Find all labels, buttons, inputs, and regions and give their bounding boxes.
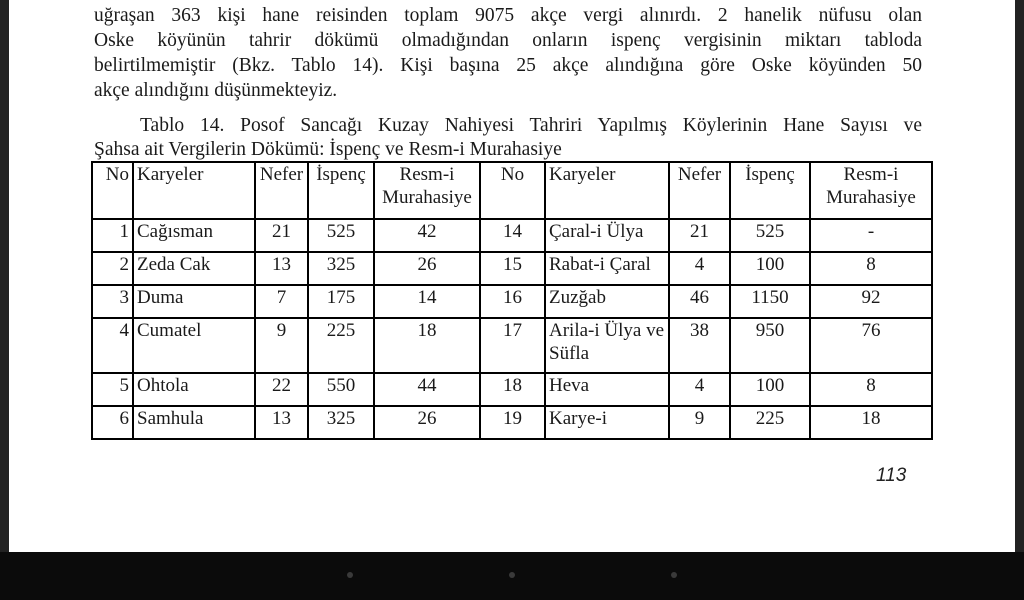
page-number: 113 [876, 465, 907, 486]
navigation-bar [0, 552, 1024, 600]
header-ispenc: İspenç [730, 162, 810, 219]
paragraph-line: belirtilmemiştir (Bkz. Tablo 14). Kişi başına 25 akçe alındığına göre Oske köyünden 50 [94, 55, 922, 76]
cell-nefer: 38 [669, 318, 730, 373]
table-row [92, 406, 932, 439]
table-row [92, 219, 932, 252]
cell-nefer: 4 [669, 252, 730, 285]
cell-no: 5 [92, 373, 133, 406]
table-row [92, 252, 932, 285]
table-caption [94, 114, 922, 162]
cell-ispenc: 550 [308, 373, 374, 406]
cell-nefer: 46 [669, 285, 730, 318]
cell-no: 2 [92, 252, 133, 285]
cell-nefer: 21 [669, 219, 730, 252]
cell-nefer: 9 [255, 318, 308, 373]
cell-resm-i-murahasiye: 18 [810, 406, 932, 439]
cell-no: 6 [92, 406, 133, 439]
header-no: No [92, 162, 133, 219]
header-nefer: Nefer [255, 162, 308, 219]
cell-karyeler: Heva [545, 373, 669, 406]
cell-karyeler: Arila-i Ülya ve Süfla [545, 318, 669, 373]
cell-ispenc: 100 [730, 252, 810, 285]
cell-resm-i-murahasiye: 44 [374, 373, 480, 406]
caption-line: Şahsa ait Vergilerin Dökümü: İspenç ve Resm-i Murahasiye [94, 139, 562, 160]
cell-resm-i-murahasiye: 8 [810, 373, 932, 406]
paragraph-line: Oske köyünün tahrir dökümü olmadığından onların ispenç vergisinin miktarı tabloda [94, 30, 922, 51]
body-paragraph [94, 3, 922, 103]
table-row [92, 318, 932, 373]
paragraph-line: akçe alındığını düşünmekteyiz. [94, 80, 338, 101]
cell-no: 16 [480, 285, 545, 318]
table-header-row [92, 162, 932, 219]
cell-nefer: 21 [255, 219, 308, 252]
cell-resm-i-murahasiye: 14 [374, 285, 480, 318]
header-karyeler: Karyeler [545, 162, 669, 219]
cell-no: 18 [480, 373, 545, 406]
cell-karyeler: Ohtola [133, 373, 255, 406]
header-karyeler: Karyeler [133, 162, 255, 219]
header-ispenc: İspenç [308, 162, 374, 219]
cell-resm-i-murahasiye: 26 [374, 252, 480, 285]
nav-back-dot-icon[interactable] [347, 572, 353, 578]
cell-ispenc: 100 [730, 373, 810, 406]
nav-home-dot-icon[interactable] [509, 572, 515, 578]
cell-ispenc: 950 [730, 318, 810, 373]
cell-nefer: 7 [255, 285, 308, 318]
paragraph-line: uğraşan 363 kişi hane reisinden toplam 9075 akçe vergi alınırdı. 2 hanelik nüfusu olan [94, 5, 922, 26]
header-no: No [480, 162, 545, 219]
cell-nefer: 13 [255, 406, 308, 439]
cell-karyeler: Duma [133, 285, 255, 318]
cell-no: 19 [480, 406, 545, 439]
cell-ispenc: 225 [308, 318, 374, 373]
cell-no: 17 [480, 318, 545, 373]
cell-no: 15 [480, 252, 545, 285]
header-resm-i-murahasiye: Resm-i Murahasiye [374, 162, 480, 219]
cell-karyeler: Zuzğab [545, 285, 669, 318]
cell-karyeler: Zeda Cak [133, 252, 255, 285]
cell-nefer: 4 [669, 373, 730, 406]
cell-resm-i-murahasiye: 42 [374, 219, 480, 252]
table-row [92, 285, 932, 318]
cell-nefer: 22 [255, 373, 308, 406]
caption-line: Tablo 14. Posof Sancağı Kuzay Nahiyesi Tahriri Yapılmış Köylerinin Hane Sayısı ve [140, 115, 922, 136]
cell-no: 3 [92, 285, 133, 318]
cell-resm-i-murahasiye: 92 [810, 285, 932, 318]
cell-karyeler: Samhula [133, 406, 255, 439]
nav-recents-dot-icon[interactable] [671, 572, 677, 578]
cell-karyeler: Cumatel [133, 318, 255, 373]
cell-resm-i-murahasiye: 8 [810, 252, 932, 285]
cell-resm-i-murahasiye: - [810, 219, 932, 252]
cell-no: 1 [92, 219, 133, 252]
cell-ispenc: 325 [308, 252, 374, 285]
cell-ispenc: 225 [730, 406, 810, 439]
cell-karyeler: Karye-i [545, 406, 669, 439]
table-row [92, 373, 932, 406]
cell-ispenc: 525 [730, 219, 810, 252]
cell-ispenc: 525 [308, 219, 374, 252]
cell-no: 4 [92, 318, 133, 373]
cell-resm-i-murahasiye: 26 [374, 406, 480, 439]
cell-no: 14 [480, 219, 545, 252]
header-resm-i-murahasiye: Resm-i Murahasiye [810, 162, 932, 219]
cell-nefer: 13 [255, 252, 308, 285]
village-tax-table [91, 161, 933, 440]
cell-resm-i-murahasiye: 18 [374, 318, 480, 373]
header-nefer: Nefer [669, 162, 730, 219]
cell-ispenc: 325 [308, 406, 374, 439]
cell-ispenc: 175 [308, 285, 374, 318]
cell-nefer: 9 [669, 406, 730, 439]
cell-ispenc: 1150 [730, 285, 810, 318]
cell-karyeler: Cağısman [133, 219, 255, 252]
cell-karyeler: Rabat-i Çaral [545, 252, 669, 285]
cell-karyeler: Çaral-i Ülya [545, 219, 669, 252]
cell-resm-i-murahasiye: 76 [810, 318, 932, 373]
